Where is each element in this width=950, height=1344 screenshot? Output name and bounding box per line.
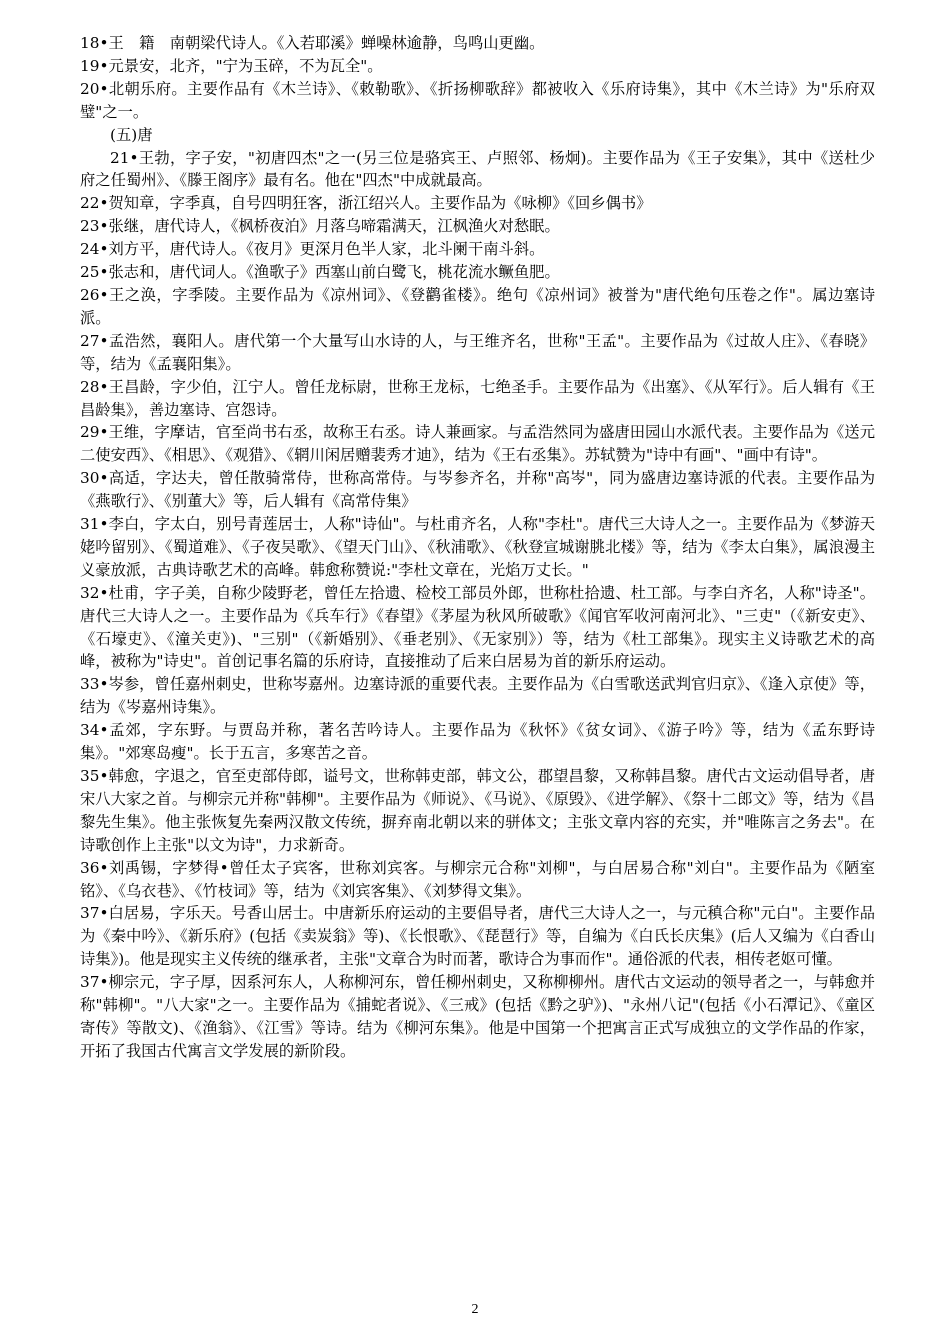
entry-37-liu-zongyuan: 37•柳宗元，字子厚，因系河东人，人称柳河东，曾任柳州刺史，又称柳柳州。唐代古文运动的领导者之一，与韩愈并称"韩柳"。"八大家"之一。主要作品为《捕蛇者说》、《三戒》(包括《黔之驴》)、"永州八记"(包括《小石潭记》、《童区寄传》等散文)、《渔翁》、《江雪》等诗。结为《柳河东集》。他是中国第一个把寓言正式写成独立的文学作品的作家，开拓了我国古代寓言文学发展的新阶段。	[80, 973, 875, 1060]
entry-21-wang-bo: 21•王勃，字子安，"初唐四杰"之一(另三位是骆宾王、卢照邻、杨炯)。主要作品为《王子安集》，其中《送杜少府之任蜀州》、《滕王阁序》最有名。他在"四杰"中成就最高。	[80, 148, 875, 190]
entry-25-zhang-zhihe: 25•张志和，唐代词人。《渔歌子》西塞山前白鹭飞，桃花流水鳜鱼肥。	[80, 263, 560, 282]
entry-22-he-zhizhang: 22•贺知章，字季真，自号四明狂客，浙江绍兴人。主要作品为《咏柳》《回乡偶书》	[80, 194, 652, 213]
entry-20-beichao-yuefu: 20•北朝乐府。主要作品有《木兰诗》、《敕勒歌》、《折扬柳歌辞》都被收入《乐府诗集》，其中《木兰诗》为"乐府双璧"之一。	[80, 79, 875, 121]
page-number: 2	[471, 1302, 479, 1317]
entry-27-meng-haoran: 27•孟浩然，襄阳人。唐代第一个大量写山水诗的人，与王维齐名，世称"王孟"。主要作品为《过故人庄》、《春晓》等，结为《孟襄阳集》。	[80, 331, 875, 373]
entry-31-li-bai: 31•李白，字太白，别号青莲居士，人称"诗仙"。与杜甫齐名，人称"李杜"。唐代三大诗人之一。主要作品为《梦游天姥吟留别》、《蜀道难》、《子夜吴歌》、《望天门山》、《秋浦歌》、《秋登宣城谢朓北楼》等，结为《李太白集》，属浪漫主义豪放派，古典诗歌艺术的高峰。韩愈称赞说:"李杜文章在，光焰万丈长。"	[80, 515, 875, 579]
entry-33-cen-shen: 33•岑参，曾任嘉州刺史，世称岑嘉州。边塞诗派的重要代表。主要作品为《白雪歌送武判官归京》、《逢入京使》等，结为《岑嘉州诗集》。	[80, 675, 875, 717]
section-heading-tang: (五)唐	[110, 125, 153, 144]
entry-35-han-yu: 35•韩愈，字退之，官至吏部侍郎，谥号文，世称韩吏部，韩文公，郡望昌黎，又称韩昌黎。唐代古文运动倡导者，唐宋八大家之首。与柳宗元并称"韩柳"。主要作品为《师说》、《马说》、《原毁》、《进学解》、《祭十二郎文》等，结为《昌黎先生集》。他主张恢复先秦两汉散文传统，摒弃南北朝以来的骈体文；主张文章内容的充实，并"唯陈言之务去"。在诗歌创作上主张"以文为诗"，力求新奇。	[80, 767, 875, 854]
document-body	[80, 32, 875, 1063]
entry-28-wang-changling: 28•王昌龄，字少伯，江宁人。曾任龙标尉，世称王龙标，七绝圣手。主要作品为《出塞》、《从军行》。后人辑有《王昌龄集》，善边塞诗、宫怨诗。	[80, 377, 875, 419]
entry-24-liu-fangping: 24•刘方平，唐代诗人。《夜月》更深月色半人家，北斗阑干南斗斜。	[80, 240, 545, 259]
entry-19-yuan-jingan: 19•元景安，北齐，"宁为玉碎，不为瓦全"。	[80, 56, 383, 75]
entry-18-wang-ji: 18•王 籍 南朝梁代诗人。《入若耶溪》蝉噪林逾静，鸟鸣山更幽。	[80, 34, 545, 52]
entry-37-bai-juyi: 37•白居易，字乐天。号香山居士。中唐新乐府运动的主要倡导者，唐代三大诗人之一，与元稹合称"元白"。主要作品为《秦中吟》、《新乐府》(包括《卖炭翁》等)、《长恨歌》、《琵琶行》等，自编为《白氏长庆集》(后人又编为《白香山诗集》)。他是现实主义传统的继承者，主张"文章合为时而著，歌诗合为事而作"。通俗派的代表，相传老妪可懂。	[80, 904, 875, 969]
entry-36-liu-yuxi: 36•刘禹锡，字梦得•曾任太子宾客，世称刘宾客。与柳宗元合称"刘柳"，与白居易合称"刘白"。主要作品为《陋室铭》、《乌衣巷》、《竹枝词》等，结为《刘宾客集》、《刘梦得文集》。	[80, 858, 875, 900]
entry-23-zhang-ji: 23•张继，唐代诗人，《枫桥夜泊》月落乌啼霜满天，江枫渔火对愁眠。	[80, 217, 560, 236]
entry-29-wang-wei: 29•王维，字摩诘，官至尚书右丞，故称王右丞。诗人兼画家。与孟浩然同为盛唐田园山水派代表。主要作品为《送元二使安西》、《相思》、《观猎》、《辋川闲居赠裴秀才迪》，结为《王右丞集》。苏轼赞为"诗中有画"、"画中有诗"。	[80, 423, 875, 465]
entry-26-wang-zhihuan: 26•王之涣，字季陵。主要作品为《凉州词》、《登鹳雀楼》。绝句《凉州词》被誉为"唐代绝句压卷之作"。属边塞诗派。	[80, 285, 875, 327]
entry-32-du-fu: 32•杜甫，字子美，自称少陵野老，曾任左拾遗、检校工部员外郎，世称杜拾遗、杜工部。与李白齐名，人称"诗圣"。唐代三大诗人之一。主要作品为《兵车行》《春望》《茅屋为秋风所破歌》《闻官军收河南河北》、"三吏"（《新安吏》、《石壕吏》、《潼关吏》)、"三别"（《新婚别》、《垂老别》、《无家别》）等，结为《杜工部集》。现实主义诗歌艺术的高峰，被称为"诗史"。首创记事名篇的乐府诗，直接推动了后来白居易为首的新乐府运动。	[80, 583, 875, 671]
entry-34-meng-jiao: 34•孟郊，字东野。与贾岛并称，著名苦吟诗人。主要作品为《秋怀》《贫女词》、《游子吟》等，结为《孟东野诗集》。"郊寒岛瘦"。长于五言，多寒苦之音。	[80, 721, 875, 763]
entry-30-gao-shi: 30•高适，字达夫，曾任散骑常侍，世称高常侍。与岑参齐名，并称"高岑"，同为盛唐边塞诗派的代表。主要作品为《燕歌行》、《别董大》等，后人辑有《高常侍集》	[80, 469, 875, 511]
